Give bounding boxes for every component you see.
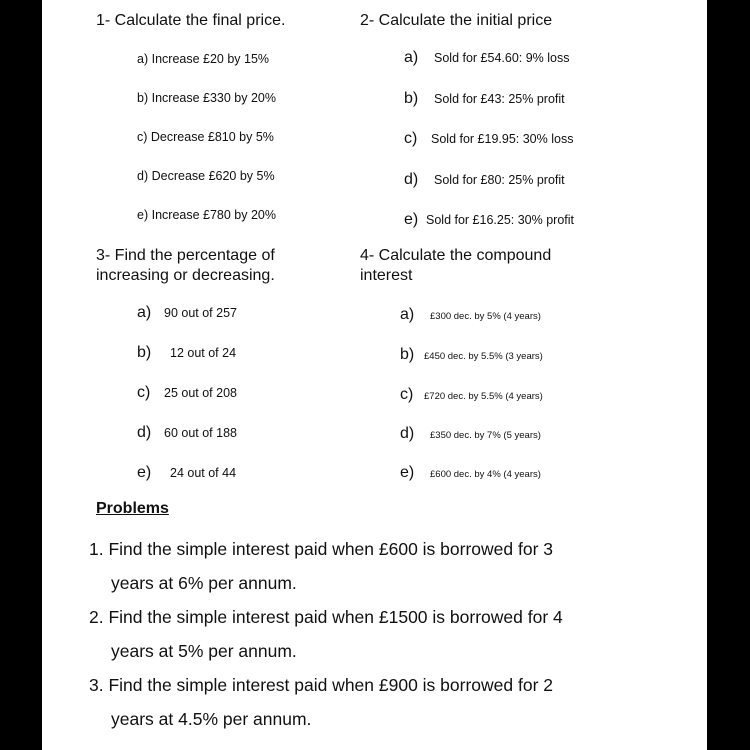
problem-line: 3. Find the simple interest paid when £900 is borrowed for 2 [89,675,554,695]
section-3-item [137,464,236,482]
item-text: £720 dec. by 5.5% (4 years) [424,391,543,402]
item-label: a) [137,52,149,66]
worksheet-page [42,0,707,750]
section-2-item [404,49,570,67]
section-3-item [137,304,237,322]
section-3-heading [96,246,275,286]
item-text: Increase £780 by 20% [151,208,276,222]
section-4-item [400,346,543,364]
item-label: c) [137,130,148,144]
section-2-item [404,130,573,148]
item-label: b) [137,344,152,361]
item-text: 12 out of 24 [170,346,237,360]
item-text: Decrease £810 by 5% [150,130,274,144]
section-4-item [400,386,543,404]
item-label: d) [137,169,149,183]
item-label: e) [404,211,419,228]
item-label: a) [404,49,419,66]
item-text: Increase £330 by 20% [151,91,276,105]
heading-line: increasing or decreasing. [96,267,275,284]
section-1-heading: 1- Calculate the final price. [96,12,286,29]
item-text: Sold for £43: 25% profit [434,92,565,106]
item-text: 90 out of 257 [164,306,237,320]
problem-line: years at 6% per annum. [111,573,297,593]
item-text: Sold for £80: 25% profit [434,173,565,187]
problem-line: 2. Find the simple interest paid when £1500 is borrowed for 4 [89,607,563,627]
section-4-heading [360,246,551,286]
item-label: c) [404,130,418,147]
item-text: £450 dec. by 5.5% (3 years) [424,351,543,362]
item-text: Decrease £620 by 5% [151,169,275,183]
item-label: b) [404,90,419,107]
item-text: Sold for £16.25: 30% profit [426,213,575,227]
item-label: a) [400,306,415,323]
problem-line: years at 5% per annum. [111,641,297,661]
item-label: d) [400,425,415,442]
section-2-heading: 2- Calculate the initial price [360,12,553,29]
item-label: a) [137,304,152,321]
section-4-item [400,464,541,482]
section-1-item [137,130,274,144]
heading-line: 3- Find the percentage of [96,247,275,264]
section-4-item [400,425,541,443]
section-2-item [404,90,565,108]
item-text: Increase £20 by 15% [151,52,270,66]
item-label: e) [400,464,415,481]
section-1-item [137,91,276,105]
section-2-item [404,171,565,189]
section-2-item [404,211,574,229]
problem-line: 1. Find the simple interest paid when £600 is borrowed for 3 [89,539,554,559]
item-label: e) [137,208,149,222]
item-text: 25 out of 208 [164,386,237,400]
item-text: £350 dec. by 7% (5 years) [430,430,541,441]
section-1-item [137,169,275,183]
item-text: 60 out of 188 [164,426,237,440]
item-label: b) [400,346,415,363]
item-label: e) [137,464,152,481]
item-text: 24 out of 44 [170,466,237,480]
problem-line: years at 4.5% per annum. [111,709,312,729]
section-3-item [137,344,236,362]
item-text: £300 dec. by 5% (4 years) [430,311,541,322]
heading-line: 4- Calculate the compound [360,247,552,264]
section-3-item [137,424,237,442]
section-1-item [137,208,276,222]
item-text: Sold for £19.95: 30% loss [431,132,574,146]
problems-heading: Problems [96,500,169,517]
section-3-item [137,384,237,402]
section-4-item [400,306,541,324]
item-text: Sold for £54.60: 9% loss [434,51,570,65]
item-label: c) [137,384,151,401]
heading-line: interest [360,267,413,284]
item-label: d) [404,171,419,188]
item-label: d) [137,424,152,441]
item-label: b) [137,91,149,105]
item-text: £600 dec. by 4% (4 years) [430,469,541,480]
item-label: c) [400,386,414,403]
section-1-item [137,52,269,66]
